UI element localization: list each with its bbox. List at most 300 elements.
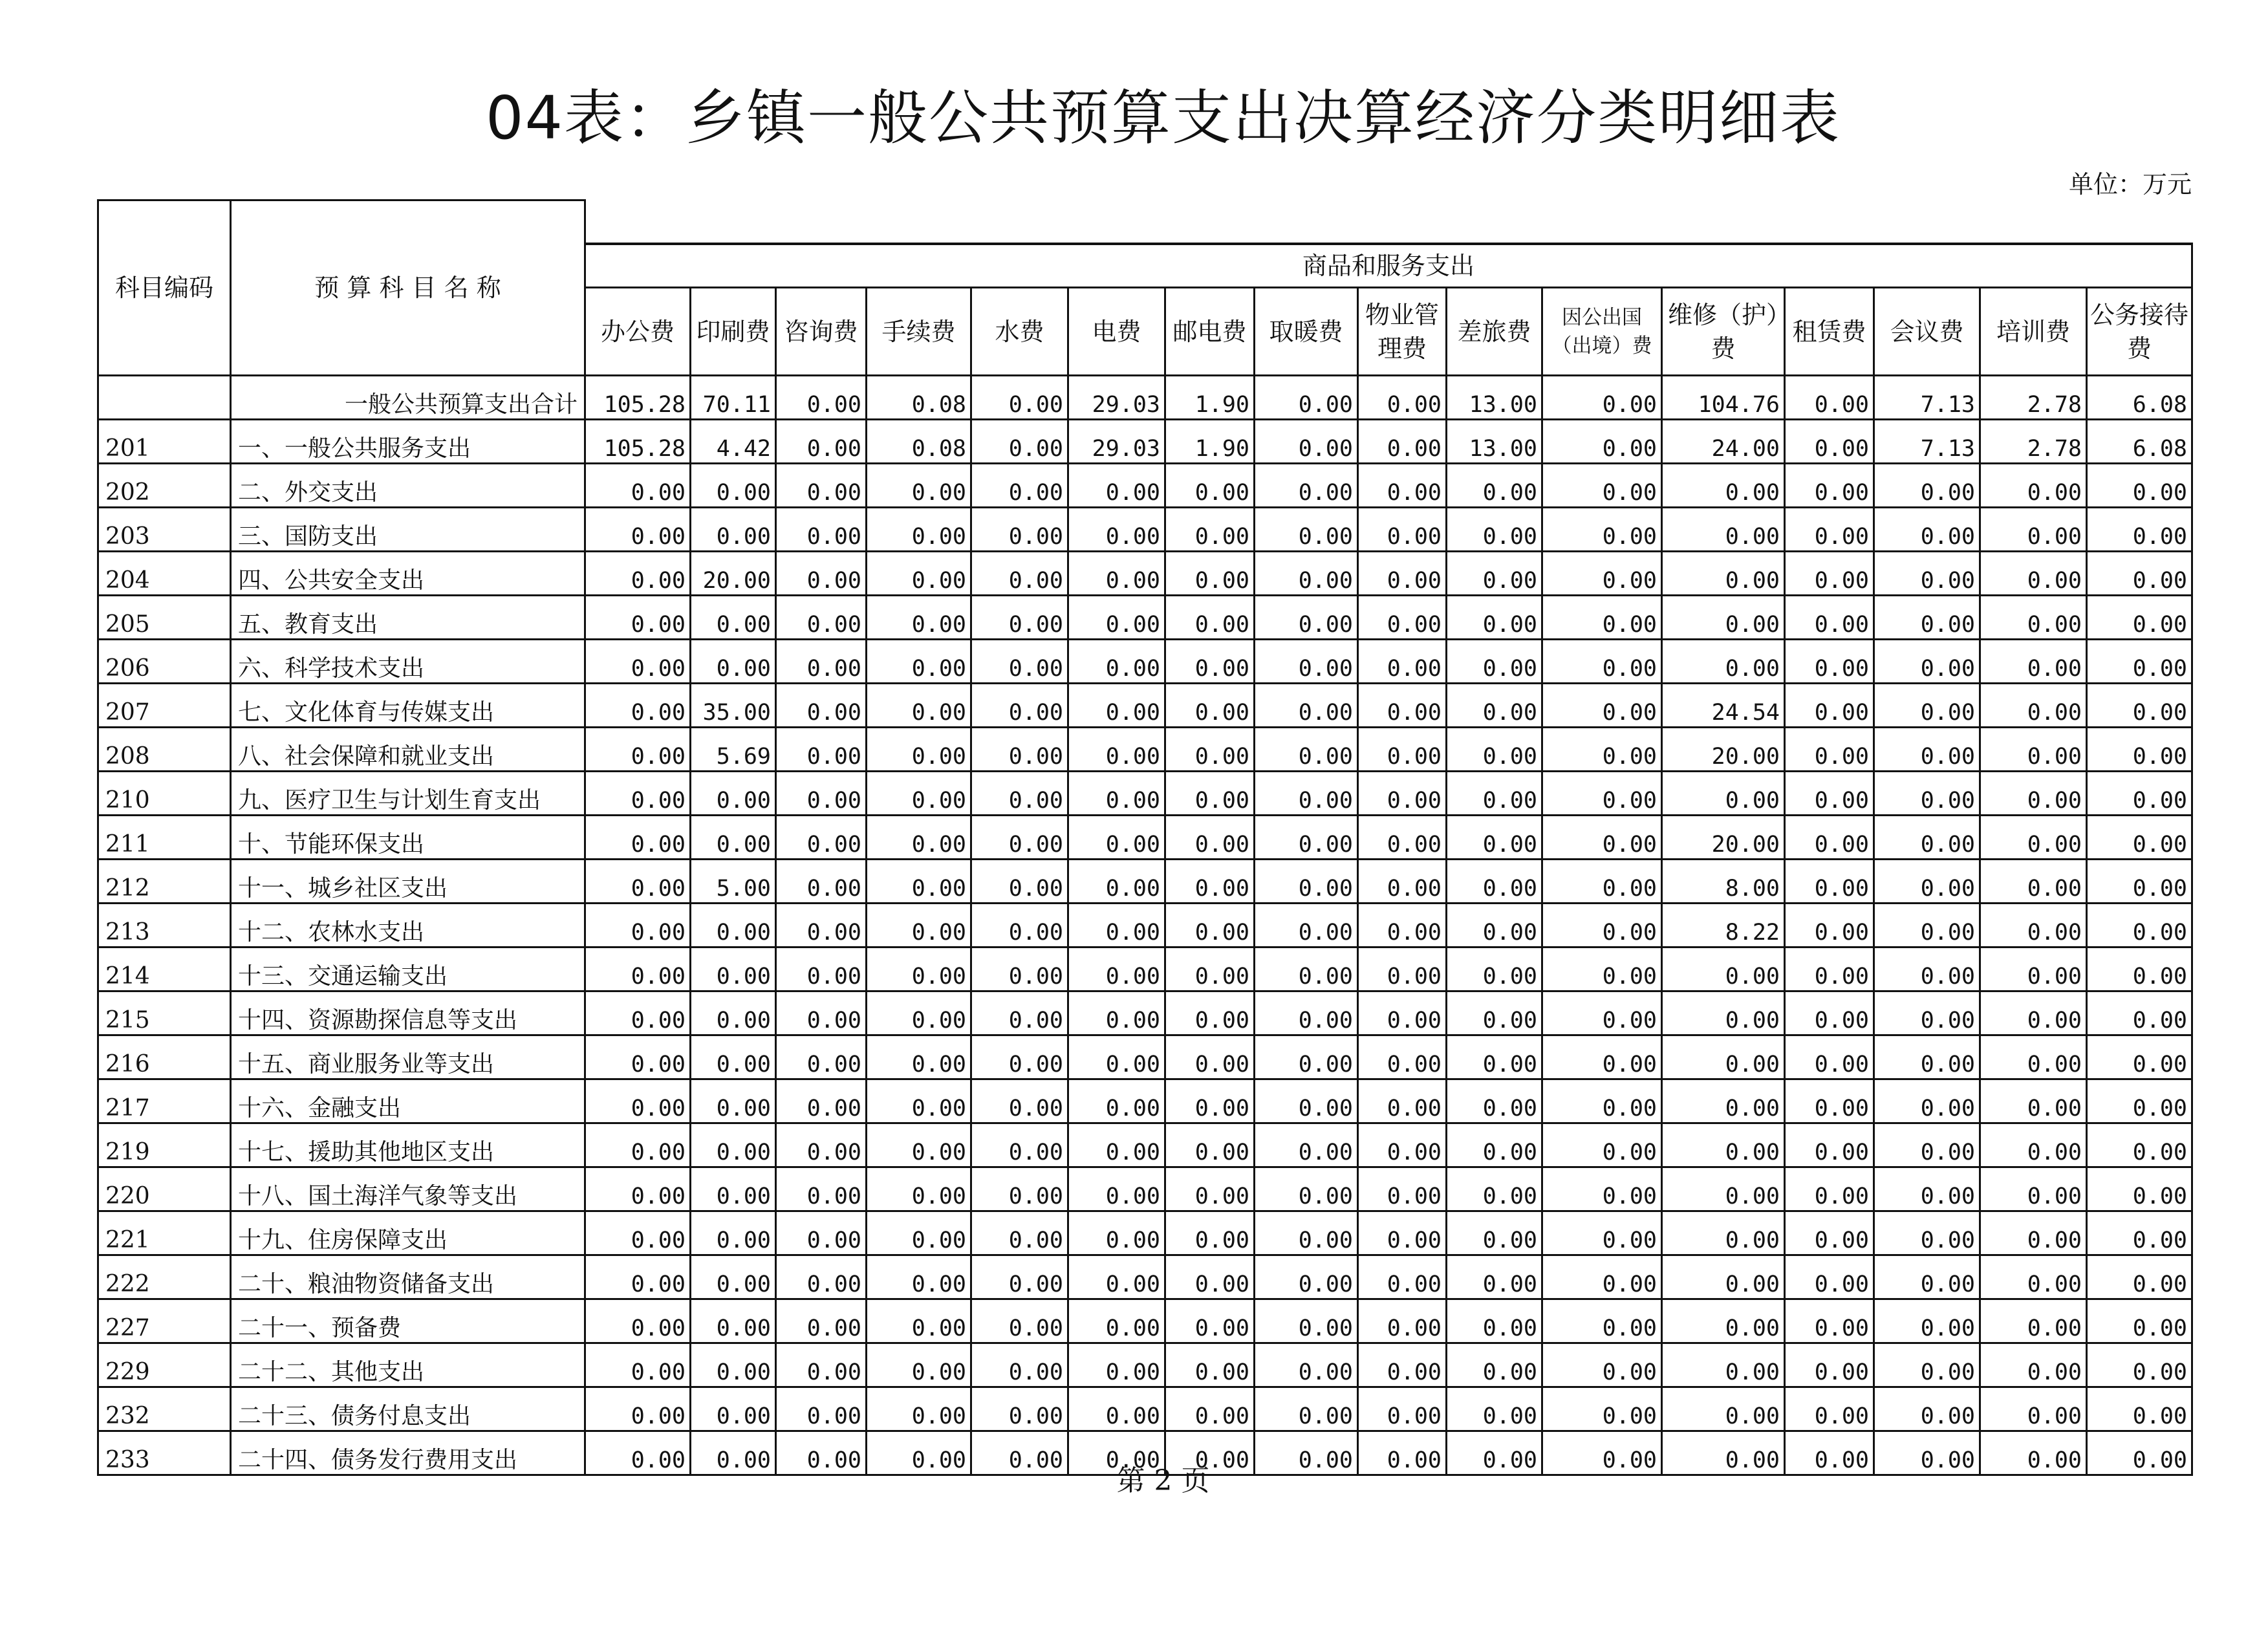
row-value: 0.00 xyxy=(1980,728,2087,772)
row-value: 0.00 xyxy=(1874,1387,1980,1431)
row-value: 0.00 xyxy=(1358,947,1447,991)
row-value: 1.90 xyxy=(1165,420,1255,464)
row-name: 二十一、预备费 xyxy=(231,1299,585,1343)
row-value: 0.00 xyxy=(1068,464,1165,508)
row-value: 0.00 xyxy=(776,772,867,816)
row-value: 0.00 xyxy=(1542,376,1662,420)
column-header: 手续费 xyxy=(867,288,971,376)
row-value: 0.00 xyxy=(1165,1167,1255,1211)
row-code: 217 xyxy=(98,1079,231,1123)
table-row xyxy=(98,1343,2192,1387)
row-value: 0.00 xyxy=(1358,728,1447,772)
row-value: 0.00 xyxy=(1165,1343,1255,1387)
row-value: 0.00 xyxy=(1785,1343,1874,1387)
row-value: 0.00 xyxy=(867,772,971,816)
row-value: 13.00 xyxy=(1447,376,1542,420)
row-value: 0.00 xyxy=(1980,1211,2087,1255)
row-value: 0.00 xyxy=(1662,1167,1785,1211)
row-value: 0.00 xyxy=(1068,552,1165,596)
row-value: 0.00 xyxy=(691,640,776,684)
row-value: 0.00 xyxy=(1255,552,1358,596)
row-value: 0.00 xyxy=(1447,552,1542,596)
row-value: 0.00 xyxy=(1785,772,1874,816)
row-value: 0.00 xyxy=(585,1431,691,1475)
row-value: 0.00 xyxy=(1785,1079,1874,1123)
row-value: 0.00 xyxy=(776,860,867,904)
row-value: 0.00 xyxy=(971,816,1068,860)
row-value: 0.00 xyxy=(1785,947,1874,991)
row-value: 0.00 xyxy=(2087,464,2192,508)
row-value: 0.00 xyxy=(691,1299,776,1343)
row-value: 0.00 xyxy=(1785,596,1874,640)
row-value: 0.00 xyxy=(776,1167,867,1211)
row-value: 0.00 xyxy=(776,1255,867,1299)
row-value: 0.00 xyxy=(691,1211,776,1255)
row-value: 0.00 xyxy=(867,991,971,1035)
row-value: 0.00 xyxy=(585,640,691,684)
row-value: 0.00 xyxy=(1662,1035,1785,1079)
row-value: 0.00 xyxy=(585,816,691,860)
row-value: 0.00 xyxy=(1068,1123,1165,1167)
row-value: 0.00 xyxy=(1447,1123,1542,1167)
row-value: 0.00 xyxy=(1068,1211,1165,1255)
table-row xyxy=(98,640,2192,684)
header-name: 预 算 科 目 名 称 xyxy=(231,200,585,376)
row-value: 0.00 xyxy=(1447,1343,1542,1387)
row-value: 0.00 xyxy=(2087,772,2192,816)
row-code: 211 xyxy=(98,816,231,860)
row-value: 0.00 xyxy=(1165,1035,1255,1079)
row-value: 0.00 xyxy=(1785,991,1874,1035)
row-value: 0.00 xyxy=(1255,1299,1358,1343)
row-value: 0.00 xyxy=(1785,728,1874,772)
row-name: 七、文化体育与传媒支出 xyxy=(231,684,585,728)
row-value: 0.00 xyxy=(1980,816,2087,860)
row-value: 0.00 xyxy=(2087,991,2192,1035)
row-value: 0.00 xyxy=(971,860,1068,904)
row-value: 0.00 xyxy=(971,1255,1068,1299)
row-value: 0.00 xyxy=(971,904,1068,947)
row-value: 0.00 xyxy=(1358,904,1447,947)
row-code: 204 xyxy=(98,552,231,596)
row-value: 0.00 xyxy=(1447,1079,1542,1123)
row-value: 0.00 xyxy=(2087,1431,2192,1475)
row-value: 0.00 xyxy=(691,464,776,508)
row-value: 0.00 xyxy=(1358,1079,1447,1123)
row-value: 0.00 xyxy=(776,904,867,947)
row-value: 0.00 xyxy=(1785,552,1874,596)
row-value: 0.00 xyxy=(1542,1255,1662,1299)
row-value: 0.00 xyxy=(1980,1035,2087,1079)
row-value: 0.00 xyxy=(585,1343,691,1387)
row-value: 0.00 xyxy=(1068,947,1165,991)
row-value: 0.00 xyxy=(1165,508,1255,552)
row-value: 0.00 xyxy=(1447,1431,1542,1475)
row-name: 十二、农林水支出 xyxy=(231,904,585,947)
row-value: 0.00 xyxy=(585,596,691,640)
row-value: 0.00 xyxy=(585,904,691,947)
row-value: 0.00 xyxy=(2087,860,2192,904)
row-value: 0.00 xyxy=(1358,1387,1447,1431)
row-value: 0.00 xyxy=(1662,1299,1785,1343)
row-code: 219 xyxy=(98,1123,231,1167)
row-value: 0.00 xyxy=(1447,947,1542,991)
row-value: 0.00 xyxy=(1165,640,1255,684)
row-value: 0.00 xyxy=(1785,1167,1874,1211)
row-value: 0.00 xyxy=(1662,1079,1785,1123)
row-value: 0.00 xyxy=(1874,904,1980,947)
row-value: 0.00 xyxy=(1785,904,1874,947)
row-value: 0.00 xyxy=(971,991,1068,1035)
row-value: 70.11 xyxy=(691,376,776,420)
column-header: 电费 xyxy=(1068,288,1165,376)
row-value: 0.00 xyxy=(2087,1079,2192,1123)
row-value: 2.78 xyxy=(1980,420,2087,464)
row-value: 1.90 xyxy=(1165,376,1255,420)
row-value: 0.00 xyxy=(971,464,1068,508)
row-value: 0.00 xyxy=(867,596,971,640)
row-value: 0.00 xyxy=(1980,464,2087,508)
table-row xyxy=(98,1167,2192,1211)
row-value: 0.00 xyxy=(1068,772,1165,816)
row-value: 0.00 xyxy=(867,1123,971,1167)
row-value: 0.00 xyxy=(776,1299,867,1343)
row-value: 0.00 xyxy=(1165,684,1255,728)
row-value: 0.00 xyxy=(867,947,971,991)
row-value: 0.00 xyxy=(1165,1299,1255,1343)
row-value: 0.00 xyxy=(1980,640,2087,684)
row-value: 0.00 xyxy=(1165,596,1255,640)
row-value: 0.00 xyxy=(1255,728,1358,772)
row-code: 201 xyxy=(98,420,231,464)
row-value: 0.00 xyxy=(776,947,867,991)
row-value: 0.00 xyxy=(1447,1299,1542,1343)
row-value: 0.00 xyxy=(1255,1211,1358,1255)
row-value: 0.00 xyxy=(1255,991,1358,1035)
row-value: 0.00 xyxy=(1068,684,1165,728)
row-value: 0.00 xyxy=(1447,596,1542,640)
column-header: 因公出国（出境）费 xyxy=(1542,288,1662,376)
row-value: 0.00 xyxy=(776,596,867,640)
row-value: 0.00 xyxy=(1165,860,1255,904)
row-value: 0.00 xyxy=(776,1387,867,1431)
row-value: 0.00 xyxy=(776,464,867,508)
row-value: 0.00 xyxy=(1542,552,1662,596)
row-value: 0.00 xyxy=(1785,464,1874,508)
row-value: 0.00 xyxy=(2087,816,2192,860)
row-value: 0.00 xyxy=(1255,816,1358,860)
row-value: 0.00 xyxy=(1068,1255,1165,1299)
row-value: 0.00 xyxy=(1358,1299,1447,1343)
row-value: 0.00 xyxy=(2087,684,2192,728)
row-name: 十、节能环保支出 xyxy=(231,816,585,860)
row-value: 0.00 xyxy=(1255,1035,1358,1079)
row-value: 0.00 xyxy=(776,640,867,684)
column-header: 取暖费 xyxy=(1255,288,1358,376)
row-value: 0.00 xyxy=(691,1431,776,1475)
row-value: 0.00 xyxy=(691,947,776,991)
row-value: 0.00 xyxy=(1068,1167,1165,1211)
row-value: 0.00 xyxy=(1165,772,1255,816)
row-value: 0.00 xyxy=(867,728,971,772)
column-header: 公务接待费 xyxy=(2087,288,2192,376)
row-value: 0.00 xyxy=(971,1211,1068,1255)
row-value: 0.00 xyxy=(1358,1167,1447,1211)
row-value: 0.00 xyxy=(585,1255,691,1299)
column-header: 办公费 xyxy=(585,288,691,376)
row-name: 十三、交通运输支出 xyxy=(231,947,585,991)
expenditure-table xyxy=(97,199,2193,1476)
row-value: 0.00 xyxy=(1874,464,1980,508)
row-value: 24.00 xyxy=(1662,420,1785,464)
row-value: 0.00 xyxy=(1447,728,1542,772)
row-value: 29.03 xyxy=(1068,420,1165,464)
column-header: 会议费 xyxy=(1874,288,1980,376)
row-value: 0.00 xyxy=(1358,1343,1447,1387)
row-name: 二十四、债务发行费用支出 xyxy=(231,1431,585,1475)
row-value: 0.00 xyxy=(1874,991,1980,1035)
row-value: 0.00 xyxy=(971,1035,1068,1079)
row-value: 0.00 xyxy=(1165,1123,1255,1167)
row-value: 0.00 xyxy=(1358,640,1447,684)
row-value: 0.00 xyxy=(585,1123,691,1167)
row-value: 0.00 xyxy=(776,728,867,772)
row-value: 0.00 xyxy=(1542,947,1662,991)
row-value: 0.00 xyxy=(1874,816,1980,860)
row-value: 0.00 xyxy=(1980,684,2087,728)
row-value: 0.00 xyxy=(1874,1079,1980,1123)
row-value: 0.00 xyxy=(1785,508,1874,552)
row-value: 0.00 xyxy=(1255,508,1358,552)
row-value: 0.00 xyxy=(1255,1079,1358,1123)
row-code: 203 xyxy=(98,508,231,552)
header-blank xyxy=(585,200,2192,244)
row-value: 0.00 xyxy=(1980,772,2087,816)
column-header: 印刷费 xyxy=(691,288,776,376)
row-value: 0.00 xyxy=(1874,552,1980,596)
unit-label: 单位：万元 xyxy=(2068,170,2192,199)
row-value: 0.00 xyxy=(971,772,1068,816)
row-value: 0.00 xyxy=(1662,640,1785,684)
column-header: 邮电费 xyxy=(1165,288,1255,376)
row-value: 0.00 xyxy=(1255,947,1358,991)
row-value: 0.00 xyxy=(1255,1123,1358,1167)
row-value: 0.00 xyxy=(1358,1431,1447,1475)
row-code: 227 xyxy=(98,1299,231,1343)
row-value: 29.03 xyxy=(1068,376,1165,420)
row-value: 20.00 xyxy=(1662,728,1785,772)
row-name: 二十、粮油物资储备支出 xyxy=(231,1255,585,1299)
row-value: 0.00 xyxy=(585,1035,691,1079)
row-code: 229 xyxy=(98,1343,231,1387)
row-code: 221 xyxy=(98,1211,231,1255)
row-value: 7.13 xyxy=(1874,376,1980,420)
row-code: 210 xyxy=(98,772,231,816)
row-value: 0.00 xyxy=(867,1255,971,1299)
row-value: 0.00 xyxy=(1068,728,1165,772)
row-value: 0.00 xyxy=(971,1079,1068,1123)
row-value: 20.00 xyxy=(691,552,776,596)
row-value: 0.00 xyxy=(1358,991,1447,1035)
row-name: 十一、城乡社区支出 xyxy=(231,860,585,904)
row-value: 0.00 xyxy=(867,640,971,684)
row-value: 0.00 xyxy=(1980,1431,2087,1475)
row-value: 0.00 xyxy=(585,552,691,596)
row-value: 0.00 xyxy=(1980,1299,2087,1343)
column-header: 物业管理费 xyxy=(1358,288,1447,376)
row-value: 0.00 xyxy=(1358,684,1447,728)
row-value: 0.00 xyxy=(1447,991,1542,1035)
column-header: 维修（护）费 xyxy=(1662,288,1785,376)
row-value: 0.00 xyxy=(691,1343,776,1387)
column-header: 水费 xyxy=(971,288,1068,376)
row-value: 0.00 xyxy=(1874,1123,1980,1167)
row-value: 0.00 xyxy=(1874,1255,1980,1299)
row-value: 0.00 xyxy=(585,860,691,904)
row-value: 0.00 xyxy=(1068,508,1165,552)
row-value: 0.00 xyxy=(1447,508,1542,552)
row-value: 0.00 xyxy=(1165,728,1255,772)
row-value: 0.00 xyxy=(867,1299,971,1343)
row-value: 0.00 xyxy=(1068,1299,1165,1343)
row-value: 0.00 xyxy=(1874,1211,1980,1255)
row-value: 0.00 xyxy=(1542,772,1662,816)
row-value: 0.00 xyxy=(585,1079,691,1123)
row-value: 0.00 xyxy=(1542,508,1662,552)
row-value: 0.00 xyxy=(1447,1387,1542,1431)
row-value: 0.00 xyxy=(2087,640,2192,684)
row-value: 0.00 xyxy=(1980,1079,2087,1123)
row-value: 0.00 xyxy=(585,508,691,552)
row-value: 0.00 xyxy=(585,1299,691,1343)
row-name: 五、教育支出 xyxy=(231,596,585,640)
row-value: 0.00 xyxy=(971,596,1068,640)
row-value: 0.00 xyxy=(1980,508,2087,552)
row-name: 十六、金融支出 xyxy=(231,1079,585,1123)
row-value: 0.00 xyxy=(971,728,1068,772)
row-value: 0.00 xyxy=(585,1211,691,1255)
row-value: 0.00 xyxy=(971,1167,1068,1211)
row-value: 0.08 xyxy=(867,376,971,420)
row-value: 0.00 xyxy=(2087,1123,2192,1167)
row-value: 0.00 xyxy=(1255,640,1358,684)
row-value: 20.00 xyxy=(1662,816,1785,860)
row-value: 0.00 xyxy=(1874,860,1980,904)
row-value: 0.00 xyxy=(1542,640,1662,684)
row-value: 0.00 xyxy=(691,772,776,816)
row-value: 0.00 xyxy=(1255,1167,1358,1211)
row-value: 0.00 xyxy=(2087,1167,2192,1211)
row-name: 十八、国土海洋气象等支出 xyxy=(231,1167,585,1211)
row-value: 0.00 xyxy=(1542,1123,1662,1167)
row-value: 5.00 xyxy=(691,860,776,904)
row-value: 6.08 xyxy=(2087,376,2192,420)
row-value: 0.00 xyxy=(2087,947,2192,991)
row-code: 207 xyxy=(98,684,231,728)
row-value: 35.00 xyxy=(691,684,776,728)
row-value: 0.00 xyxy=(867,464,971,508)
row-value: 0.00 xyxy=(1874,596,1980,640)
row-value: 0.00 xyxy=(867,1211,971,1255)
row-value: 0.00 xyxy=(1165,1431,1255,1475)
row-value: 0.00 xyxy=(1874,1299,1980,1343)
row-value: 0.00 xyxy=(776,684,867,728)
row-value: 0.00 xyxy=(1662,1343,1785,1387)
row-code: 233 xyxy=(98,1431,231,1475)
row-value: 0.00 xyxy=(1785,1211,1874,1255)
row-value: 0.00 xyxy=(1447,1211,1542,1255)
row-value: 0.00 xyxy=(1068,596,1165,640)
row-name: 十五、商业服务业等支出 xyxy=(231,1035,585,1079)
row-code: 232 xyxy=(98,1387,231,1431)
row-value: 0.00 xyxy=(1068,991,1165,1035)
row-value: 0.00 xyxy=(1874,1035,1980,1079)
column-header: 咨询费 xyxy=(776,288,867,376)
row-value: 0.00 xyxy=(1542,1079,1662,1123)
row-value: 0.00 xyxy=(1358,420,1447,464)
row-value: 0.00 xyxy=(1980,860,2087,904)
row-value: 0.00 xyxy=(1447,1167,1542,1211)
row-value: 0.00 xyxy=(1542,1035,1662,1079)
row-value: 0.00 xyxy=(1542,464,1662,508)
row-value: 0.00 xyxy=(585,947,691,991)
row-value: 104.76 xyxy=(1662,376,1785,420)
row-value: 0.08 xyxy=(867,420,971,464)
header-group: 商品和服务支出 xyxy=(585,244,2192,288)
row-value: 0.00 xyxy=(585,772,691,816)
row-value: 0.00 xyxy=(1165,1387,1255,1431)
row-value: 0.00 xyxy=(867,860,971,904)
row-value: 0.00 xyxy=(1785,816,1874,860)
row-value: 0.00 xyxy=(867,1035,971,1079)
row-value: 0.00 xyxy=(1542,904,1662,947)
row-value: 0.00 xyxy=(1980,1255,2087,1299)
table-row xyxy=(98,420,2192,464)
row-value: 0.00 xyxy=(1358,860,1447,904)
row-value: 0.00 xyxy=(971,640,1068,684)
row-value: 0.00 xyxy=(1068,1431,1165,1475)
row-value: 0.00 xyxy=(1785,1255,1874,1299)
header-code: 科目编码 xyxy=(98,200,231,376)
row-value: 0.00 xyxy=(1662,596,1785,640)
row-value: 0.00 xyxy=(1165,1079,1255,1123)
row-name: 十九、住房保障支出 xyxy=(231,1211,585,1255)
row-value: 0.00 xyxy=(1068,1035,1165,1079)
row-value: 0.00 xyxy=(1662,1431,1785,1475)
row-value: 0.00 xyxy=(1447,464,1542,508)
row-value: 0.00 xyxy=(1255,1255,1358,1299)
row-value: 0.00 xyxy=(776,552,867,596)
row-value: 0.00 xyxy=(691,1079,776,1123)
row-value: 0.00 xyxy=(1358,376,1447,420)
row-value: 0.00 xyxy=(971,684,1068,728)
row-value: 0.00 xyxy=(1358,1255,1447,1299)
row-name: 十四、资源勘探信息等支出 xyxy=(231,991,585,1035)
row-value: 0.00 xyxy=(1255,376,1358,420)
row-value: 0.00 xyxy=(776,376,867,420)
row-value: 0.00 xyxy=(867,1387,971,1431)
row-value: 0.00 xyxy=(1255,860,1358,904)
row-value: 0.00 xyxy=(585,1167,691,1211)
row-value: 0.00 xyxy=(867,552,971,596)
row-value: 0.00 xyxy=(1068,816,1165,860)
row-value: 0.00 xyxy=(1358,1211,1447,1255)
row-value: 0.00 xyxy=(1358,596,1447,640)
row-value: 0.00 xyxy=(691,508,776,552)
row-value: 0.00 xyxy=(1874,508,1980,552)
row-code: 214 xyxy=(98,947,231,991)
table-row xyxy=(98,1123,2192,1167)
